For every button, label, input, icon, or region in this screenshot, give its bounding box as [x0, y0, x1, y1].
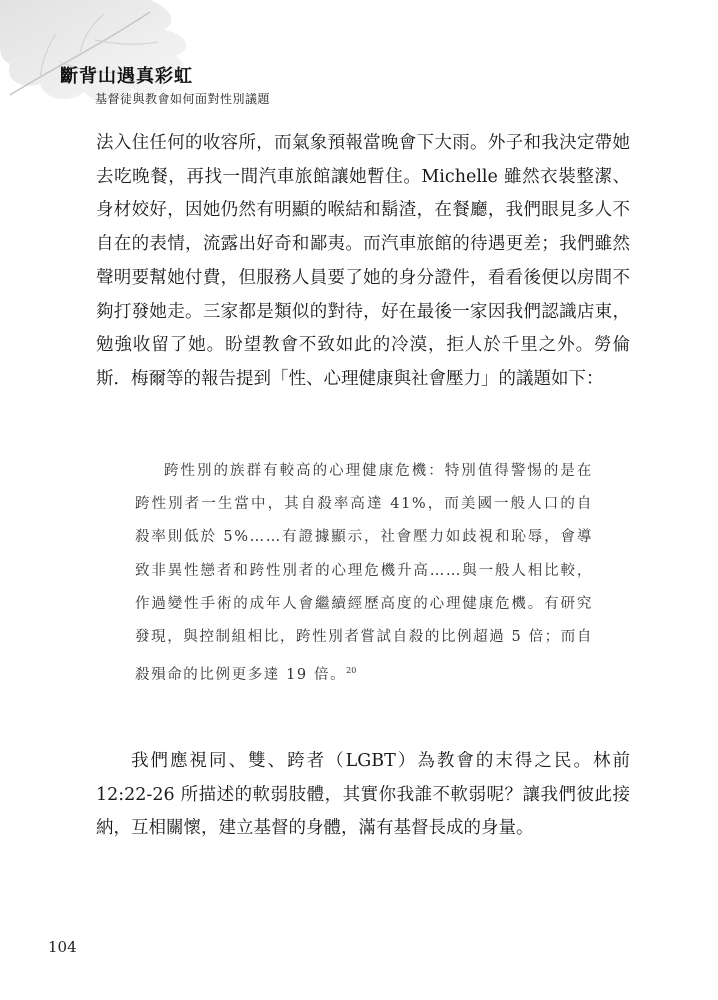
book-subtitle: 基督徒與教會如何面對性別議題	[95, 92, 271, 106]
page-number: 104	[48, 938, 77, 956]
body-paragraph-1: 法入住任何的收容所，而氣象預報當晚會下大雨。外子和我決定帶她去吃晚餐，再找一間汽車旅館讓她暫住。Michelle 雖然衣裝整潔、身材姣好，因她仍然有明顯的喉結和鬍渣，在餐廳，我們眼見多人不自在的表情，流露出好奇和鄙夷。而汽車旅館的待遇更差；我們雖然聲明要幫她付費，但服務人員要了她的身分證件，看看後便以房間不夠打發她走。三家都是類似的對待，好在最後一家因我們認識店東，勉強收留了她。盼望教會不致如此的冷漠，拒人於千里之外。勞倫斯．梅爾等的報告提到「性、心理健康與社會壓力」的議題如下：	[96, 133, 630, 389]
footnote-reference[interactable]: 20	[346, 666, 357, 676]
block-quote	[135, 455, 593, 692]
block-quote-text: 跨性別的族群有較高的心理健康危機：特別值得警惕的是在跨性別者一生當中，其自殺率高達 41%，而美國一般人口的自殺率則低於 5%……有證據顯示，社會壓力如歧視和恥辱，會導致非異性戀者和跨性別者的心理危機升高……與一般人相比較，作過變性手術的成年人會繼續經歷高度的心理健康危機。有研究發現，與控制組相比，跨性別者嘗試自殺的比例超過 5 倍；而自殺殞命的比例更多達 19 倍。	[135, 463, 593, 684]
body-paragraph-2: 我們應視同、雙、跨者（LGBT）為教會的末得之民。林前 12:22-26 所描述的軟弱肢體，其實你我誰不軟弱呢？讓我們彼此接納，互相關懷，建立基督的身體，滿有基督長成的身量。	[96, 751, 630, 839]
book-title: 斷背山遇真彩虹	[60, 66, 193, 87]
